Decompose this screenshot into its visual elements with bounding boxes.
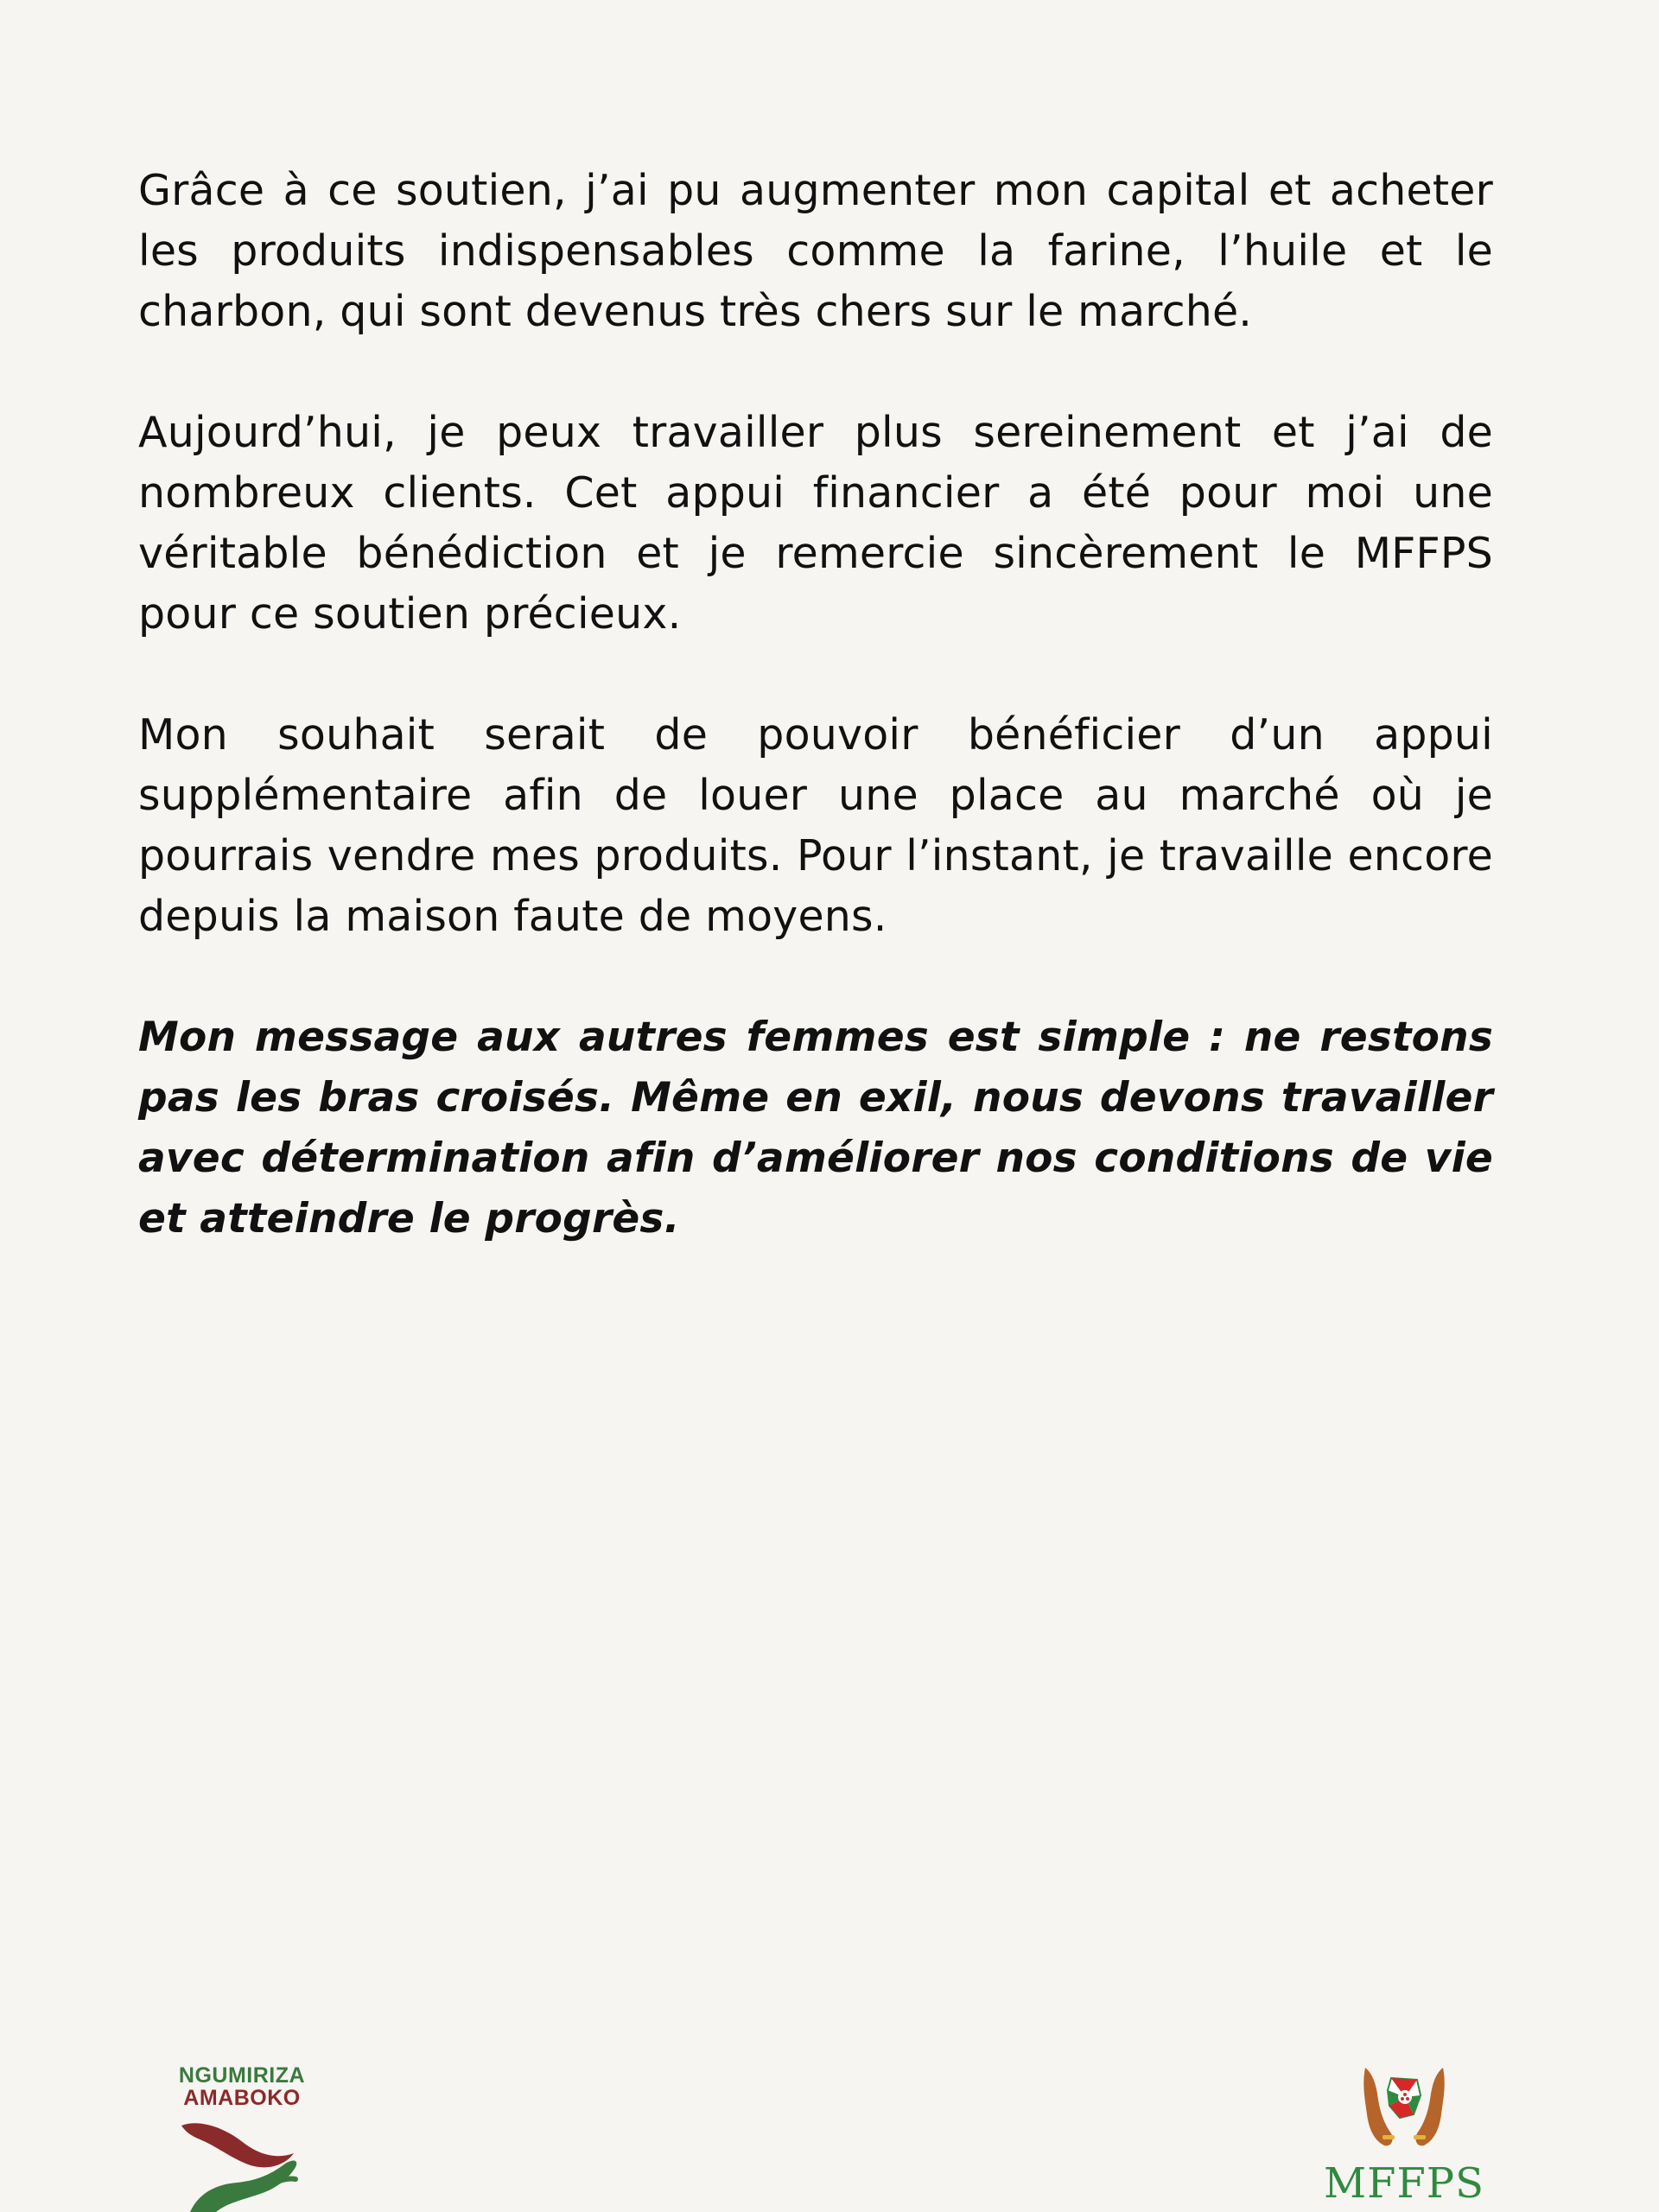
ngumiriza-amaboko-logo	[164, 2056, 320, 2212]
closing-message: Mon message aux autres femmes est simple : ne restons pas les bras croisés. Même en exil, nous devons travailler avec détermination afin d’améliorer nos conditions de vie et atteindre le progrès.	[138, 1014, 1493, 1243]
mffps-logo	[1318, 2056, 1491, 2212]
logo-left-line2: AMABOKO	[183, 2086, 301, 2110]
hands-flag-icon	[1357, 2061, 1452, 2158]
document-body	[138, 161, 1493, 1310]
paragraph-today: Aujourd’hui, je peux travailler plus sereinement et j’ai de nombreux clients. Cet appui financier a été pour moi une véritable bénédiction et je remercie sincèrement le MFFPS pour ce soutien précieux.	[138, 408, 1493, 639]
mffps-wordmark: MFFPS	[1324, 2159, 1484, 2208]
paragraph-wish: Mon souhait serait de pouvoir bénéficier d’un appui supplémentaire afin de louer une place au marché où je pourrais vendre mes produits. Pour l’instant, je travaille encore depuis la maison faute de moyens.	[138, 710, 1493, 941]
paragraph-support: Grâce à ce soutien, j’ai pu augmenter mon capital et acheter les produits indispensables comme la farine, l’huile et le charbon, qui sont devenus très chers sur le marché.	[138, 166, 1493, 336]
hands-icon	[164, 2110, 320, 2212]
logo-left-line1: NGUMIRIZA	[178, 2063, 306, 2088]
